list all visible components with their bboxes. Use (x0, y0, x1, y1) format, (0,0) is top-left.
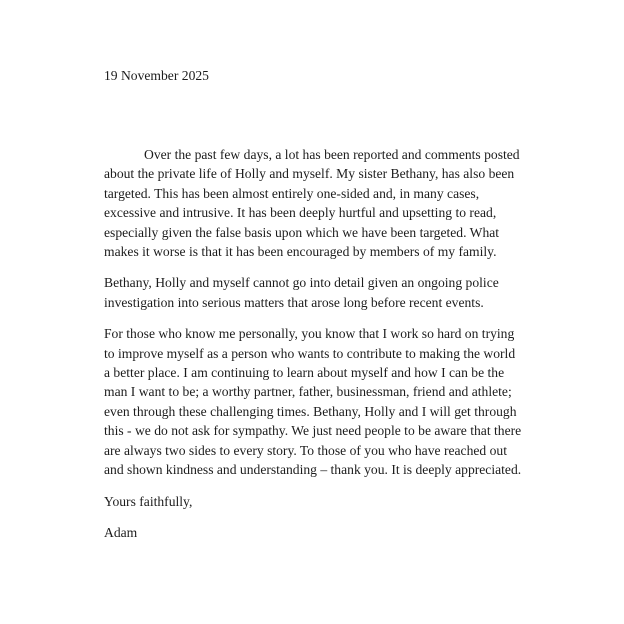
paragraph-2: Bethany, Holly and myself cannot go into detail given an ongoing police investigation into serious matters that arose long before recent events. (104, 275, 499, 310)
letter-signature: Adam (104, 524, 138, 540)
letter-closing: Yours faithfully, (104, 493, 193, 509)
letter-date: 19 November 2025 (104, 68, 209, 83)
paragraph-3: For those who know me personally, you know that I work so hard on trying to improve myself as a person who wants to contribute to making the world a better place. I am continuing to learn about myself and how I can be the man I want to be; a worthy partner, father, businessman, friend and athlete; even through these challenging times. Bethany, Holly and I will get through this - we do not ask for sympathy. We just need people to be aware that there are always two sides to every story. To those of you who have reached out and shown kindness and understanding – thank you. It is deeply appreciated. (104, 326, 522, 478)
paragraph-1: Over the past few days, a lot has been reported and comments posted about the private life of Holly and myself. My sister Bethany, has also been targeted. This has been almost entirely one-sided and, in many cases, excessive and intrusive. It has been deeply hurtful and upsetting to read, especially given the false basis upon which we have been targeted. What makes it worse is that it has been encouraged by members of my family. (104, 147, 520, 260)
letter-body (104, 145, 524, 554)
